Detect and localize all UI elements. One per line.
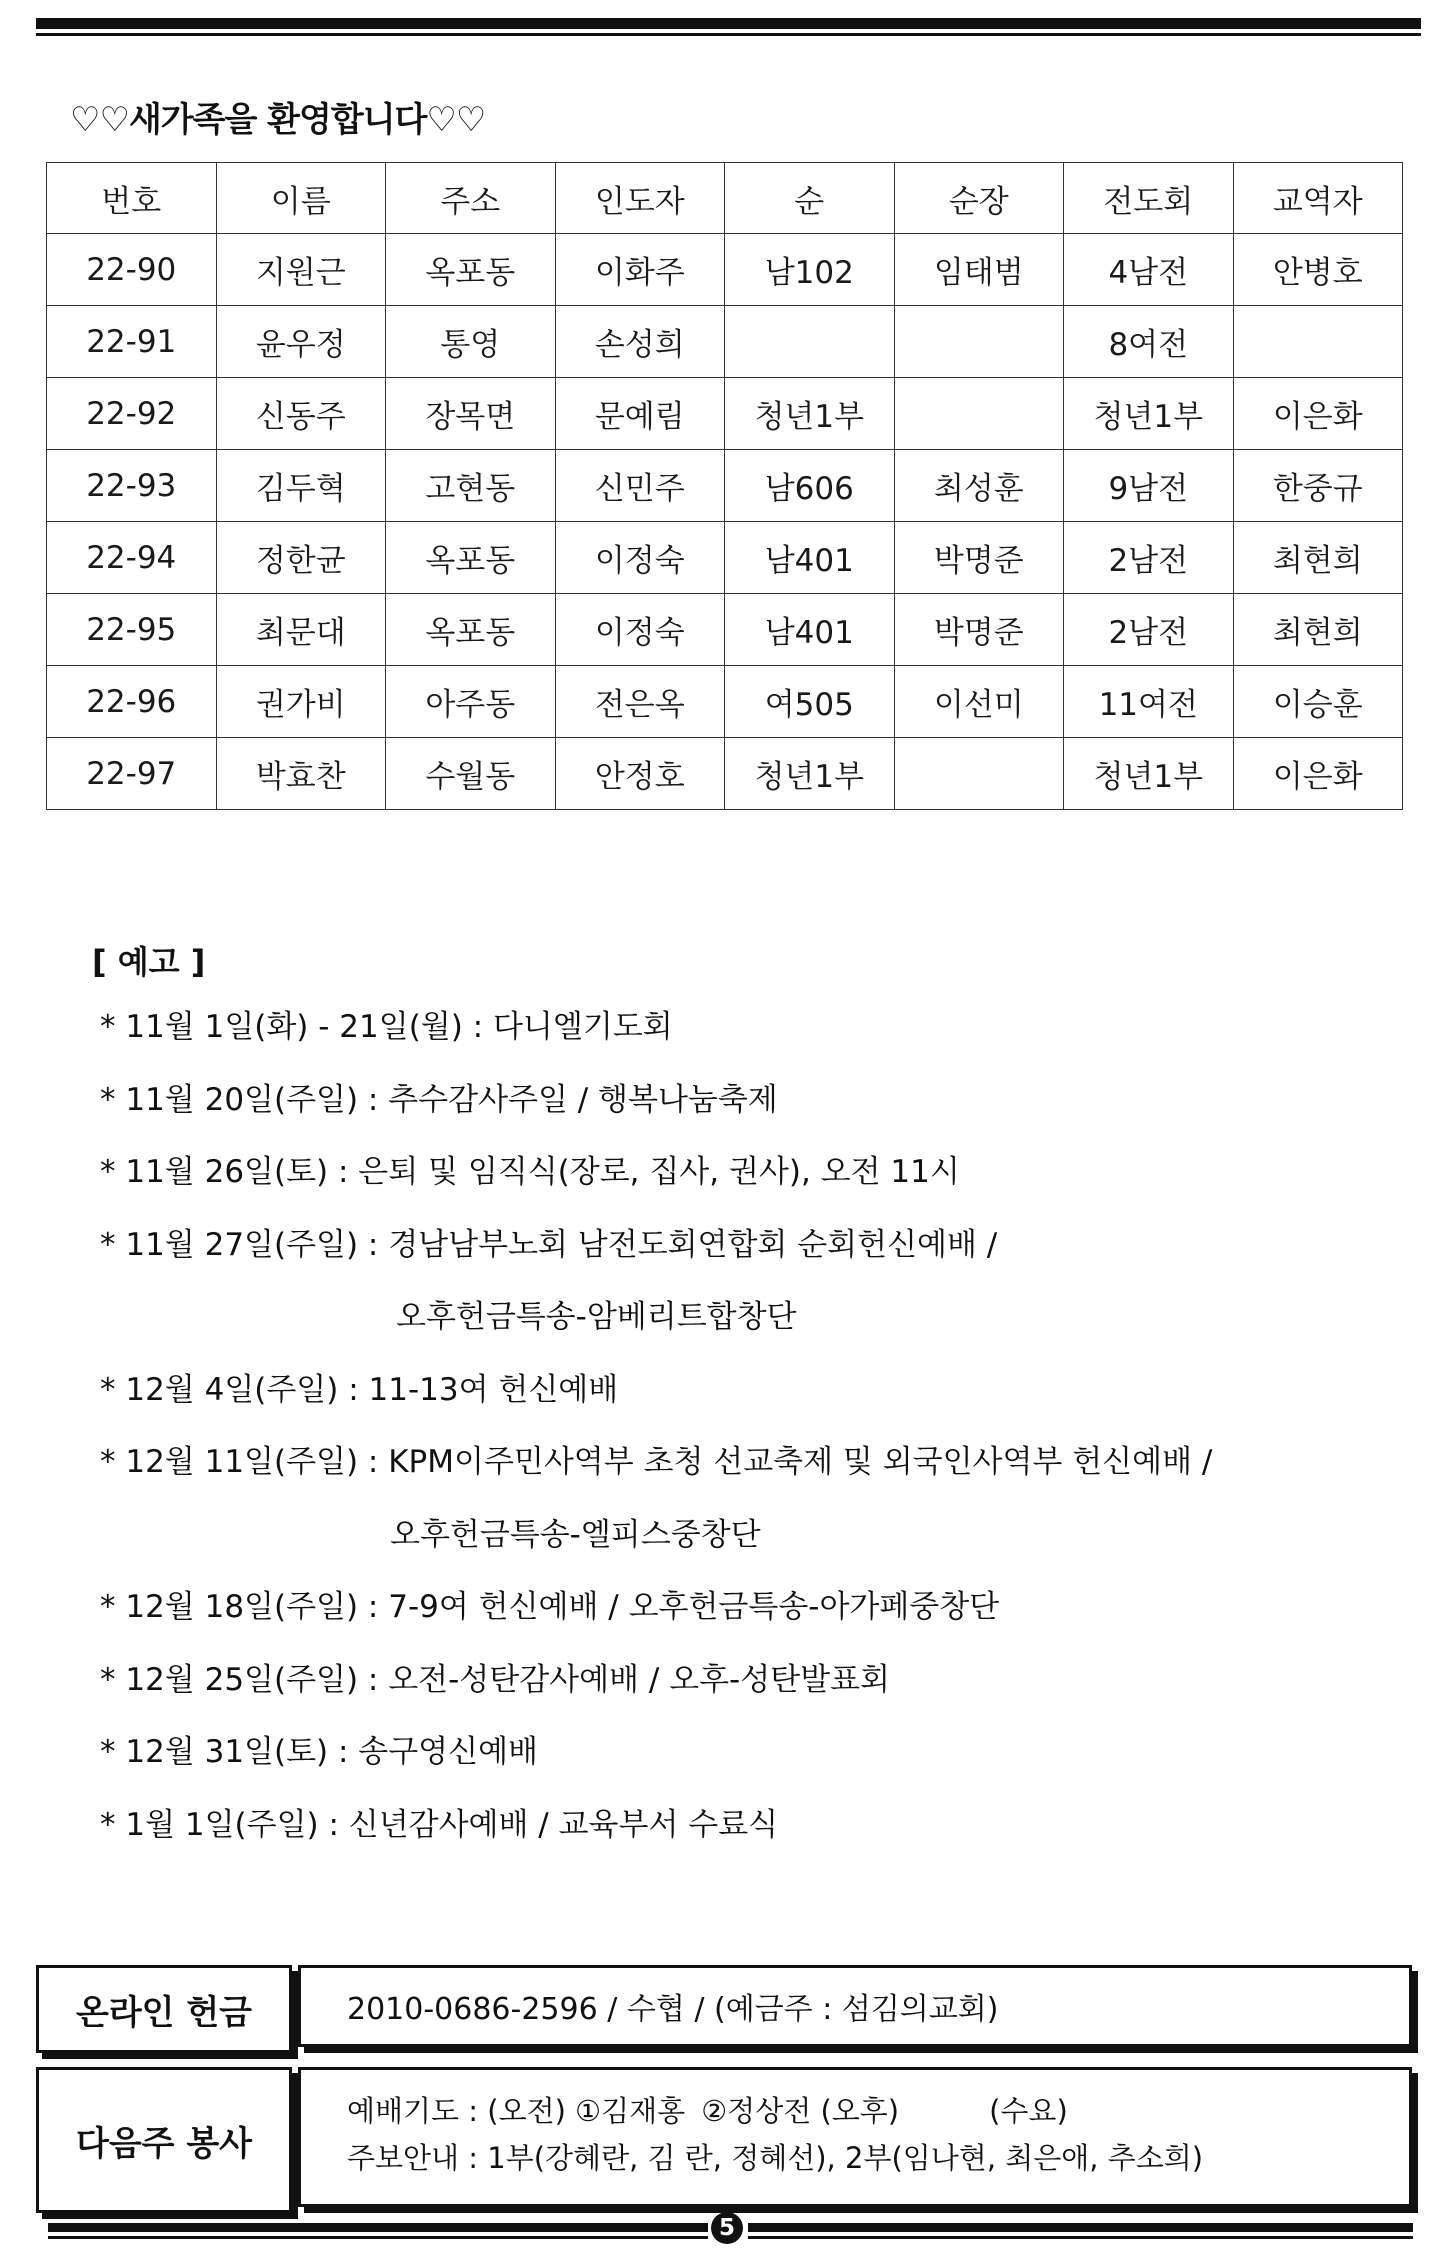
- prayer-morning-second: ②정상전: [701, 2094, 812, 2128]
- table-cell: 김두혁: [216, 450, 386, 522]
- next-service-details: [298, 2067, 1412, 2207]
- table-cell: 아주동: [386, 666, 556, 738]
- table-cell: [894, 378, 1064, 450]
- notice-item: * 12월 31일(토) : 송구영신예배: [100, 1734, 538, 1770]
- page-number: 5: [711, 2212, 743, 2244]
- table-row: [47, 378, 1403, 450]
- table-cell: 4남전: [1064, 234, 1234, 306]
- table-cell: 고현동: [386, 450, 556, 522]
- table-cell: 9남전: [1064, 450, 1234, 522]
- table-cell: 22-92: [47, 378, 217, 450]
- table-cell: 윤우정: [216, 306, 386, 378]
- prayer-line: [347, 2088, 1409, 2135]
- table-cell: 문예림: [555, 378, 725, 450]
- table-cell: 옥포동: [386, 594, 556, 666]
- column-header: 교역자: [1233, 163, 1403, 234]
- top-rule-thick: [36, 18, 1421, 29]
- table-cell: 이정숙: [555, 594, 725, 666]
- prayer-morning: 예배기도 : (오전) ①김재홍: [347, 2094, 686, 2128]
- table-cell: 이승훈: [1233, 666, 1403, 738]
- bottom-rule-left: [48, 2223, 708, 2232]
- table-cell: 22-90: [47, 234, 217, 306]
- table-cell: 22-91: [47, 306, 217, 378]
- table-header-row: [47, 163, 1403, 234]
- table-cell: [894, 306, 1064, 378]
- table-row: [47, 666, 1403, 738]
- table-cell: 청년1부: [1064, 378, 1234, 450]
- column-header: 전도회: [1064, 163, 1234, 234]
- table-cell: 청년1부: [1064, 738, 1234, 810]
- table-cell: 청년1부: [725, 378, 895, 450]
- table-cell: 남102: [725, 234, 895, 306]
- table-cell: 신민주: [555, 450, 725, 522]
- table-cell: 22-93: [47, 450, 217, 522]
- notice-item: * 12월 18일(주일) : 7-9여 헌신예배 / 오후헌금특송-아가페중창단: [100, 1589, 1000, 1625]
- table-cell: 11여전: [1064, 666, 1234, 738]
- table-cell: 22-97: [47, 738, 217, 810]
- table-row: [47, 450, 1403, 522]
- prayer-wednesday: (수요): [989, 2094, 1068, 2128]
- table-cell: 이은화: [1233, 738, 1403, 810]
- column-header: 순: [725, 163, 895, 234]
- new-members-table: [46, 162, 1403, 810]
- table-cell: 안병호: [1233, 234, 1403, 306]
- notice-item-continuation: 오후헌금특송-엘피스중창단: [390, 1516, 761, 1553]
- online-offering-label-text: 온라인 헌금: [75, 1992, 253, 2033]
- table-cell: 남401: [725, 594, 895, 666]
- notice-item: * 11월 1일(화) - 21일(월) : 다니엘기도회: [100, 1009, 673, 1045]
- notice-item: * 12월 11일(주일) : KPM이주민사역부 초청 선교축제 및 외국인사역부 헌신예배 /: [100, 1444, 1213, 1480]
- table-cell: 장목면: [386, 378, 556, 450]
- table-cell: 남401: [725, 522, 895, 594]
- table-cell: 이선미: [894, 666, 1064, 738]
- table-cell: 22-95: [47, 594, 217, 666]
- table-cell: 이은화: [1233, 378, 1403, 450]
- column-header: 번호: [47, 163, 217, 234]
- table-cell: 이화주: [555, 234, 725, 306]
- notice-item: * 11월 27일(주일) : 경남남부노회 남전도회연합회 순회헌신예배 /: [100, 1226, 998, 1263]
- table-cell: 박명준: [894, 522, 1064, 594]
- table-cell: [725, 306, 895, 378]
- table-cell: 전은옥: [555, 666, 725, 738]
- table-cell: 신동주: [216, 378, 386, 450]
- table-cell: [1233, 306, 1403, 378]
- bulletin-line: 주보안내 : 1부(강혜란, 김 란, 정혜선), 2부(임나현, 최은애, 추소희): [347, 2141, 1204, 2175]
- table-row: [47, 306, 1403, 378]
- notice-item: * 11월 26일(토) : 은퇴 및 임직식(장로, 집사, 권사), 오전 11시: [100, 1154, 960, 1190]
- table-row: [47, 738, 1403, 810]
- notice-item: * 12월 25일(주일) : 오전-성탄감사예배 / 오후-성탄발표회: [100, 1661, 890, 1698]
- table-cell: 권가비: [216, 666, 386, 738]
- table-cell: 지원근: [216, 234, 386, 306]
- table-cell: 손성희: [555, 306, 725, 378]
- table-cell: 최문대: [216, 594, 386, 666]
- column-header: 인도자: [555, 163, 725, 234]
- table-cell: 최성훈: [894, 450, 1064, 522]
- notice-item: * 1월 1일(주일) : 신년감사예배 / 교육부서 수료식: [100, 1806, 779, 1843]
- online-offering-label: [36, 1965, 292, 2053]
- column-header: 이름: [216, 163, 386, 234]
- table-cell: 남606: [725, 450, 895, 522]
- next-service-label-text: 다음주 봉사: [75, 2123, 253, 2164]
- welcome-title: ♡♡새가족을 환영합니다♡♡: [70, 100, 486, 140]
- table-cell: 수월동: [386, 738, 556, 810]
- table-cell: 박명준: [894, 594, 1064, 666]
- table-cell: 이정숙: [555, 522, 725, 594]
- top-rule-thin: [36, 33, 1421, 36]
- table-cell: 8여전: [1064, 306, 1234, 378]
- online-offering-account: 2010-0686-2596 / 수협 / (예금주 : 섬김의교회): [347, 1992, 999, 2027]
- table-cell: 2남전: [1064, 522, 1234, 594]
- bottom-rule-right: [748, 2223, 1413, 2232]
- table-cell: 청년1부: [725, 738, 895, 810]
- table-cell: 옥포동: [386, 234, 556, 306]
- table-cell: 22-94: [47, 522, 217, 594]
- notices-list: [100, 1007, 1212, 1877]
- table-cell: 정한균: [216, 522, 386, 594]
- column-header: 순장: [894, 163, 1064, 234]
- table-cell: 옥포동: [386, 522, 556, 594]
- notice-item-continuation: 오후헌금특송-암베리트합창단: [396, 1299, 797, 1335]
- table-cell: 박효찬: [216, 738, 386, 810]
- prayer-afternoon: (오후): [820, 2094, 900, 2128]
- top-rule: [36, 18, 1421, 36]
- table-cell: 임태범: [894, 234, 1064, 306]
- table-cell: 통영: [386, 306, 556, 378]
- notice-item: * 11월 20일(주일) : 추수감사주일 / 행복나눔축제: [100, 1081, 778, 1118]
- table-cell: 여505: [725, 666, 895, 738]
- notices-title: [ 예고 ]: [92, 943, 206, 981]
- table-row: [47, 594, 1403, 666]
- table-cell: [894, 738, 1064, 810]
- notice-item: * 12월 4일(주일) : 11-13여 헌신예배: [100, 1371, 619, 1408]
- table-cell: 최현희: [1233, 594, 1403, 666]
- table-cell: 2남전: [1064, 594, 1234, 666]
- table-row: [47, 234, 1403, 306]
- next-service-label: [36, 2067, 292, 2213]
- online-offering-value: [298, 1965, 1412, 2047]
- table-cell: 한중규: [1233, 450, 1403, 522]
- table-row: [47, 522, 1403, 594]
- table-cell: 22-96: [47, 666, 217, 738]
- column-header: 주소: [386, 163, 556, 234]
- table-cell: 최현희: [1233, 522, 1403, 594]
- table-cell: 안정호: [555, 738, 725, 810]
